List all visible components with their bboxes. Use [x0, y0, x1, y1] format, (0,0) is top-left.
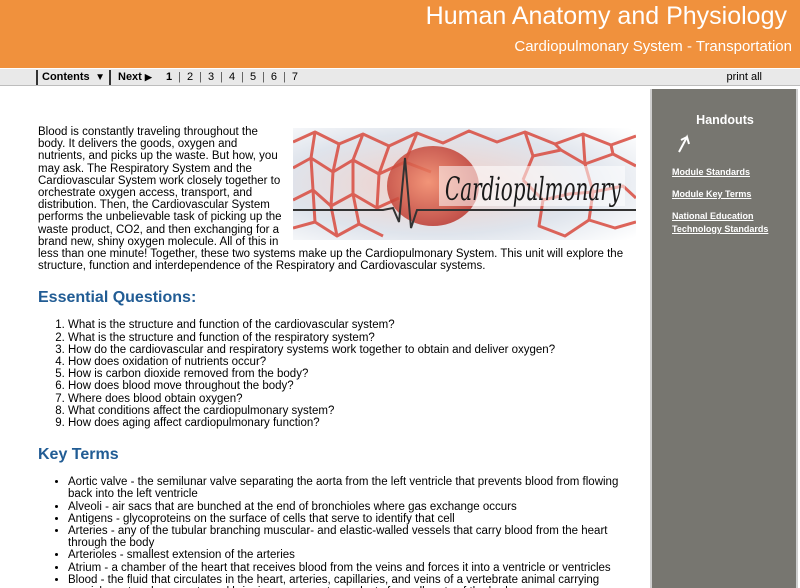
- main-content: [38, 126, 636, 588]
- sidebar-link-technology-standards[interactable]: National Education Technology Standards: [672, 211, 769, 234]
- page-link-4[interactable]: 4: [228, 71, 236, 83]
- essential-questions-list: [68, 319, 636, 429]
- navigation-bar: [0, 68, 800, 86]
- sidebar-link-module-key-terms[interactable]: Module Key Terms: [672, 189, 752, 199]
- list-item: • Alveoli - air sacs that are bunched at the end of bronchioles where gas exchange occurs: [68, 501, 636, 513]
- intro-paragraph: Blood is constantly traveling throughout the body. It delivers the goods, oxygen and nutrients, and picks up the waste. But how, you may ask. The Respiratory System and the Cardiovascular System work closely together to orchestrate oxygen access, transport, and distribution. Then, the Cardiovascular System performs the unbelievable task of picking up the waste product, CO2, and then exchanging for a brand new, shiny oxygen molecule. All of this in less than one minute! Together, these two systems make up the Cardiopulmonary System. This unit will explore the structure, function and interdependence of the Respiratory and Cardiovascular systems.: [38, 126, 624, 273]
- next-label: Next: [118, 71, 142, 83]
- list-item: • Arterioles - smallest extension of the arteries: [68, 549, 636, 561]
- cardiopulmonary-banner: [293, 128, 636, 240]
- page-link-3[interactable]: 3: [207, 71, 215, 83]
- list-item: 6. How does blood move throughout the body?: [68, 380, 636, 392]
- list-item: 4. How does oxidation of nutrients occur?: [68, 356, 636, 368]
- site-subtitle: Cardiopulmonary System - Transportation: [514, 38, 792, 55]
- list-item: 7. Where does blood obtain oxygen?: [68, 393, 636, 405]
- page-links: [166, 70, 298, 85]
- page-link-2[interactable]: 2: [186, 71, 194, 83]
- page-link-7[interactable]: 7: [291, 71, 299, 83]
- page-separator: |: [199, 71, 202, 83]
- chevron-down-icon: ▼: [95, 72, 105, 83]
- list-item: • Antigens - glycoproteins on the surface of cells that serve to identify that cell: [68, 513, 636, 525]
- play-arrow-icon: ▶: [144, 72, 152, 82]
- handouts-heading: Handouts: [696, 113, 754, 127]
- list-item: 8. What conditions affect the cardiopulmonary system?: [68, 405, 636, 417]
- page-link-1[interactable]: 1: [166, 71, 173, 83]
- sidebar-link-module-standards[interactable]: Module Standards: [672, 167, 751, 177]
- page-separator: |: [220, 71, 223, 83]
- page-link-5[interactable]: 5: [249, 71, 257, 83]
- list-item: • Blood - the fluid that circulates in the heart, arteries, capillaries, and veins of a vertebrate animal carrying: [68, 574, 636, 588]
- list-item: 9. How does aging affect cardiopulmonary function?: [68, 417, 636, 429]
- list-item: • Aortic valve - the semilunar valve separating the aorta from the left ventricle that prevents blood from flowing back into the left ventricle: [68, 476, 636, 500]
- list-item: 5. How is carbon dioxide removed from the body?: [68, 368, 636, 380]
- key-terms-list: [68, 476, 636, 588]
- essential-questions-heading: Essential Questions:: [38, 289, 197, 307]
- page-separator: |: [241, 71, 244, 83]
- page-link-6[interactable]: 6: [270, 71, 278, 83]
- print-all-link[interactable]: print all: [726, 71, 762, 83]
- page-separator: |: [262, 71, 265, 83]
- list-item: 2. What is the structure and function of the respiratory system?: [68, 332, 636, 344]
- list-item: • Atrium - a chamber of the heart that receives blood from the veins and forces it into a ventricle or ventricles: [68, 562, 636, 574]
- list-item: 1. What is the structure and function of the cardiovascular system?: [68, 319, 636, 331]
- page-separator: |: [283, 71, 286, 83]
- page-separator: |: [178, 71, 181, 83]
- site-header: [0, 0, 800, 68]
- site-title: Human Anatomy and Physiology: [425, 2, 787, 30]
- contents-label: Contents: [42, 71, 90, 83]
- list-item: 3. How do the cardiovascular and respiratory systems work together to obtain and deliver oxygen?: [68, 344, 636, 356]
- key-terms-heading: Key Terms: [38, 446, 119, 464]
- contents-dropdown[interactable]: [36, 70, 111, 85]
- handouts-sidebar: [650, 89, 798, 588]
- list-item: • Arteries - any of the tubular branching muscular- and elastic-walled vessels that carry blood from the heart through the body: [68, 525, 636, 549]
- next-button[interactable]: [118, 70, 152, 85]
- cursor-arrow-icon: [678, 133, 690, 153]
- cardiopulmonary-word: Cardiopulmonary: [445, 170, 622, 208]
